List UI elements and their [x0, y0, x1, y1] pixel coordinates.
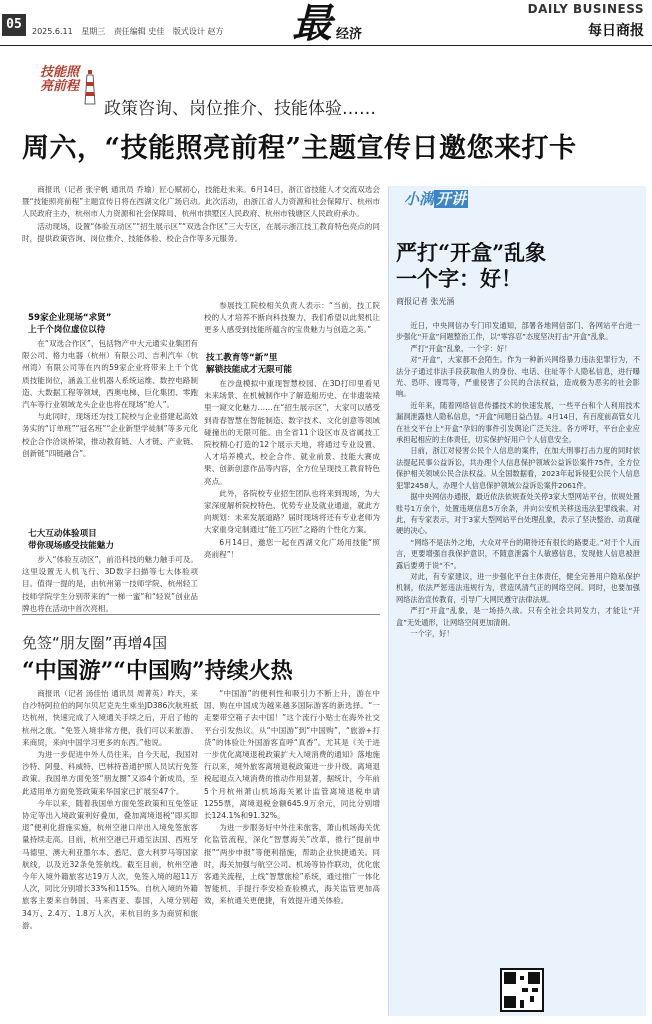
lighthouse-icon [84, 70, 96, 106]
body-paragraph: 参展技工院校相关负责人表示：“当前，技工院校的人才培养不断向科技聚力，我们希望以此契机让更多人感受到技能所蕴含的宝贵魅力与创造之美。” [204, 301, 380, 335]
lead-body-col1 [22, 338, 198, 522]
second-headline: “中国游”“中国购”持续火热 [22, 658, 293, 684]
body-paragraph: 在“双选合作区”，包括物产中大元通实业集团有限公司、格力电器（杭州）有限公司、吉利汽车（杭州湾）有限公司等在内的59家企业将带来上千个优质技能岗位，涵盖工业机器人系统运维、数控电路制造、大数据工程等领域，西奥电梯、巨化集团、零跑汽车等行业领域龙头企业也将在现场“抢人”。 [22, 339, 198, 410]
qr-code[interactable] [500, 968, 544, 1012]
second-kicker: 免签“朋友圈”再增4国 [22, 634, 168, 652]
lead-body-col1b [22, 554, 198, 614]
campaign-logo-text: 技能照亮前程 [40, 65, 80, 94]
body-paragraph: 今年以来，随着我国单方面免签政策和互免签证协定等出入境政策利好叠加，叠加离境退税“即买即退”便利化措施实施，杭州空港口岸出入境免签旅客量持续走高。目前，杭州空港已开通至法国、西班牙马德里、澳大利亚墨尔本、悉尼、意大利罗马等国家航线，以及近32条免签航线。截至目前，杭州空港今年入境外籍旅客达19万人次，免签入境的超11万人次，同比分别增长33%和115%。自杭入境的外籍旅客主要来自韩国、马来西亚、泰国，入境分别超34万、2.4万、1.8万人次，来杭目的多为商贸和旅游。 [22, 798, 198, 930]
body-paragraph: 此外，各院校专业招生团队也将来到现场，为大家深度解析院校特色、优势专业及就业通道，就此方向规划：未来发展道路？届时现场将还有专业老师为大家重身定制通过“能工巧匠”之路的个性化方案。 [204, 488, 380, 535]
lead-body-col2b [204, 378, 380, 614]
article-divider [22, 614, 380, 615]
body-paragraph: 为进一步服务好中外往来旅客，萧山机场海关优化监管流程，深化“智慧海关”改革，推行“提前申报”“两步申报”等便利措施，帮助企业快捷通关。同时，海关加强与航空公司、机场等协作联动，优化旅客通关流程，上线“智慧旅检”系统，通过推广一体化智能机、手提行李安检查验模式，海关监管更加高效，来杭通关更便捷，有效提升通关体验。 [204, 823, 380, 906]
body-paragraph: 步入“体验互动区”，前沿科技的魅力触手可及。这里设置无人机飞行、3D数字扫描等七大体验项目。值得一提的是，由杭州第一技师学院、杭州轻工技师学院学生分别带来的“一梯一蜜”和“轻说”创业品牌也将在活动中首次亮相。 [22, 555, 198, 613]
body-paragraph: 6月14日，邀您一起在西湖文化广场用技能“照亮前程”！ [204, 537, 380, 559]
column-paragraph: 对此，有专家建议，进一步强化平台主体责任，健全完善用户隐私保护机制，依法严惩违法违规行为，营造风清气正的网络空间。同时，也要加强网络法治宣传教育，引导广大网民遵守法律法规。 [396, 571, 640, 604]
body-paragraph: 与此同时，现场还为技工院校与企业搭建起高效务实的“订单班”“冠名班”“企业新型学徒制”等多元化校企合作洽谈桥梁，推动教育链、人才链、产业链、创新链“四链融合”。 [22, 412, 198, 458]
issue-date: 2025.6.11 [32, 27, 73, 36]
column-paragraph: 对“开盒”，大家都不会陌生。作为一种新兴网络暴力违法犯罪行为，不法分子通过非法手段获取他人的身份、电话、住址等个人隐私信息，进行曝光、恐吓、谩骂等，严重侵害了公民的合法权益，造成极为恶劣的社会影响。 [396, 355, 640, 399]
column-paragraph: 近年来，随着网络信息传播技术的快速发展，一些平台和个人利用技术漏洞泄露他人隐私信息，“开盒”问题日益凸显。4月14日，有百度前高管女儿在社交平台上“开盒”孕妇的事件引发舆论广泛关注。各方呼吁，平台企业应承担起相应的主体责任，切实保护好用户个人信息安全。 [396, 400, 640, 445]
section-big-char: 最 [292, 0, 332, 47]
column-paragraph: 据中央网信办通报，最近依法依规查处关停3家大型网站平台，依规处置账号1万余个，处置违规信息5万余条，并向公安机关移送违法犯罪线索。对此，有专家表示，对于3家大型网站平台处理乱象，表示了坚决整治、动真碰硬的决心。 [396, 492, 640, 536]
paper-name-cn: 每日商报 [588, 23, 644, 39]
column-paragraph: 近日，中央网信办专门印发通知，部署各地网信部门、各网站平台进一步强化“开盒”问题整治工作，以“零容忍”态度坚决打击“开盒”乱象。 [396, 321, 640, 342]
lead-body-col2a [204, 300, 380, 350]
body-paragraph: 商报讯（记者 汤佳怡 通讯员 周菁英）昨天，来自沙特阿拉伯的阿尔贝尼克先生乘坐JD386次航班抵达杭州，快速完成了入境通关手续之后，开启了他的杭州之旅。“免签入境非常方便，我们可以来旅游、来商贸，来向中国学习更多的东西。”他说。 [22, 689, 198, 747]
campaign-logo [40, 66, 100, 110]
editor-credit: 责任编辑 史佳 [113, 27, 165, 36]
column-name-part2: 开讲 [436, 190, 467, 208]
lead-intro-paragraph: 商报讯（记者 张宇帆 通讯员 乔瑜）匠心赋初心，技能赴未来。6月14日，浙江省技能人才交流双选会暨“技能照亮前程”主题宣传日将在西湖文化广场启动。此次活动，由浙江省人力资源和社会保障厅、杭州市人民政府主办，杭州市人力资源和社会保障局、杭州市拱墅区人民政府、杭州市钱塘区人民政府承办。 [22, 185, 380, 219]
column-headline-line2: 一个字：好！ [396, 266, 522, 291]
body-paragraph: 在沙盘模拟中重现智慧校园、在3D打印里看见未来场景、在机械制作中了解造船历史、在非遗装裱里一窥文化魅力……在“招生展示区”，大家可以感受到青春智慧在智能制造、数字技术、文化创意等领域碰撞出的无限可能。由全省11个设区市及省属技工院校精心打造的12个展示天地，将通过专业设置、人才培养模式、校企合作、就业前景、技能大赛成果、创新创意作品等内容，全方位呈现技工教育特色亮点。 [204, 379, 380, 486]
dateline [32, 26, 229, 37]
column-logo [404, 188, 484, 216]
designer-credit: 版式设计 赵方 [172, 27, 224, 36]
column-paragraph: 严打“开盒”乱象，是一场持久战。只有全社会共同发力，才能让“开盒”无处遁形，让网络空间更加清朗。 [396, 606, 640, 627]
issue-weekday: 星期三 [81, 27, 106, 36]
subhead: 上千个岗位虚位以待 [28, 325, 106, 335]
subhead: 七大互动体验项目 [28, 529, 97, 539]
subhead: 技工教育等“新”里 [206, 353, 278, 363]
column-paragraph: 一个字，好！ [410, 628, 454, 638]
column-name-part1: 小满 [404, 190, 435, 208]
second-body-col2 [204, 688, 380, 1016]
body-paragraph: 为进一步促进中外人员往来，自今天起，我国对沙特、阿曼、科威特、巴林持普通护照人员试行免签政策。我国单方面免签“朋友圈”又添4个新成员，至此适用单方面免签政策来华国家已扩展至47个。 [22, 750, 198, 796]
lead-headline: 周六，“技能照亮前程”主题宣传日邀您来打卡 [22, 133, 577, 164]
column-paragraph: 严打“开盒”乱象，一个字：好！ [410, 343, 512, 353]
masthead [0, 0, 652, 46]
column-byline: 商报记者 张光涵 [396, 297, 455, 306]
second-body-col1 [22, 688, 198, 1016]
lead-intro-paragraph: 活动现场，设置“体验互动区”“招生展示区”“双选合作区”三大专区，在展示浙江技工教育特色亮点的同时，提供政策咨询、岗位推介、技能体验、校企合作等多元服务。 [22, 221, 380, 243]
column-headline [396, 240, 546, 292]
subhead: 59家企业现场“求贤” [28, 313, 112, 323]
lead-kicker: 政策咨询、岗位推介、技能体验…… [104, 99, 376, 119]
paper-name-en: DAILY BUSINESS [527, 2, 644, 16]
section-name: 经济 [336, 27, 363, 42]
column-paragraph: 日前，浙江对侵害公民个人信息的案件，在加大刑事打击力度的同时依法提起民事公益诉讼，共办理个人信息保护领域公益诉讼案件75件，全方位保护相关领域公民合法权益。从全国数据看，2023年起诉侵犯公民个人信息犯罪2458人，办理个人信息保护领域公益诉讼案件2061件。 [396, 446, 640, 490]
column-headline-line1: 严打“开盒”乱象 [396, 240, 547, 265]
page-number: 05 [2, 14, 26, 36]
body-paragraph: “中国游”的便利性和吸引力不断上升，游在中国、购在中国成为越来越多国际游客的新选择。“一走要带空箱子去中国！”这个流行小贴士在海外社交平台引发热议。从“中国游”到“中国购”，“旅游+打货”的体验让外国游客直呼“真香”。尤其是《关于进一步优化离境退税政策扩大入境消费的通知》落地施行以来，境外旅客离境退税政策进一步升级。离境退税起退点入境消费的推动作用显著，据统计，今年前5个月杭州萧山机场海关累计监管离境退税申请1255票，离境退税金额645.9万余元，同比分别增长124.1%和91.32%。 [204, 689, 380, 821]
column-body [396, 320, 640, 980]
subhead: 带你现场感受技能魅力 [28, 541, 114, 551]
subhead: 解锁技能成才无限可能 [206, 365, 292, 375]
column-paragraph: “网络不是法外之地，大众对平台的期待还有很长的路要走。”对于个人而言，更要增强自我保护意识，不随意泄露个人敏感信息，发现他人信息被泄露后要勇于说“不”。 [396, 537, 640, 570]
lead-intro [22, 184, 380, 296]
